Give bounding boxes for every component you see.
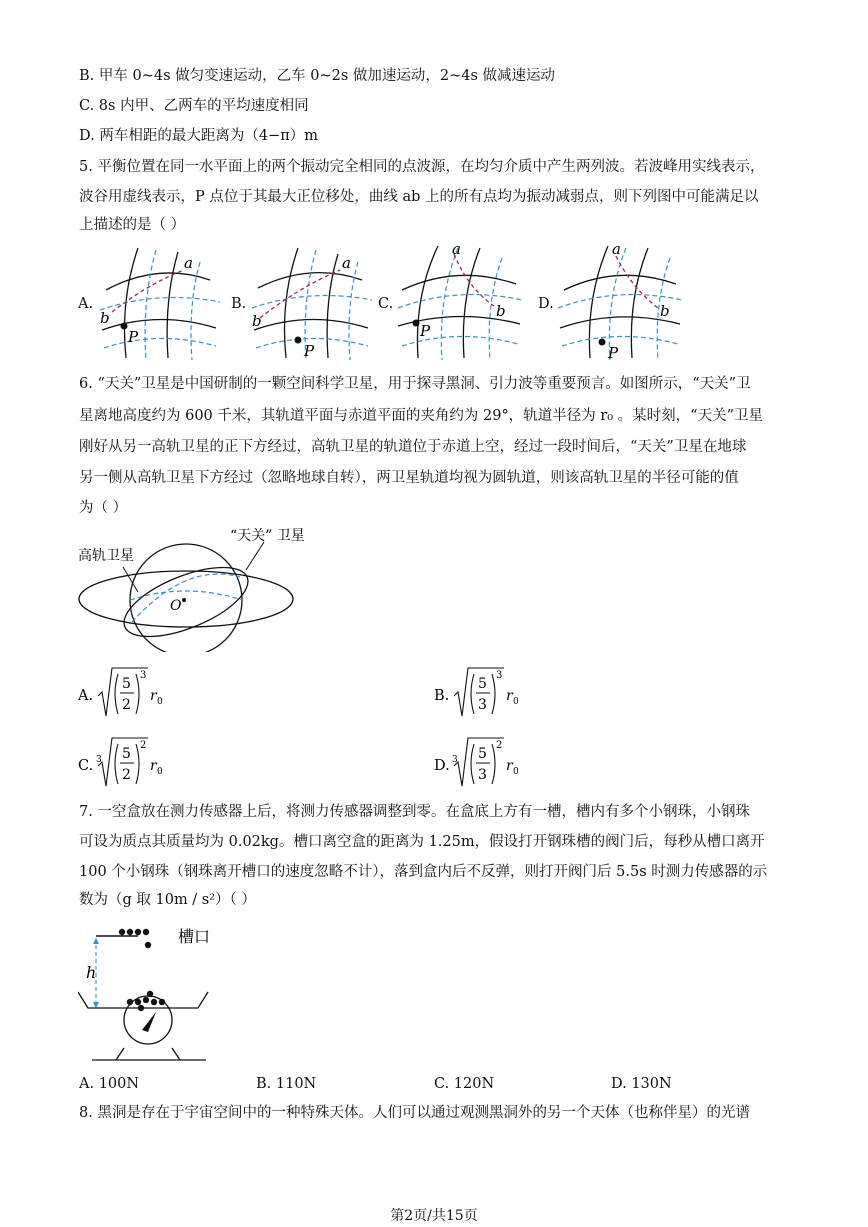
q5-b-label-a: a (342, 254, 351, 272)
q7-option-d: D. 130N (611, 1076, 672, 1092)
q5-a-label-p: P (128, 328, 139, 346)
q7-stem-line4: 数为（g 取 10m / s²）（ ） (79, 892, 256, 908)
svg-text:r: r (150, 688, 157, 704)
q5-d-label-b: b (660, 302, 670, 320)
svg-text:0: 0 (513, 697, 519, 707)
q6-label-o: O (170, 598, 182, 614)
q6-option-d (434, 734, 634, 794)
q6-stem-line1: 6. “天关”卫星是中国研制的一颗空间科学卫星，用于探寻黑洞、引力波等重要预言。如图所示，“天关”卫 (79, 376, 751, 392)
q6-option-b (434, 664, 634, 724)
q6-option-d-label: D. (434, 758, 450, 774)
q6-option-c-label: C. (78, 758, 94, 774)
q7-stem-line3: 100 个小钢珠（钢珠离开槽口的速度忽略不计），落到盒内后不反弹，则打开阀门后 5.5s 时测力传感器的示 (79, 864, 768, 880)
svg-text:3: 3 (478, 697, 487, 713)
svg-text:r: r (506, 688, 513, 704)
q5-option-c-label: C. (378, 296, 394, 312)
q6-stem-line2: 星离地高度约为 600 千米，其轨道平面与赤道平面的夹角约为 29°，轨道半径为 r₀ 。某时刻，“天关”卫星 (79, 408, 763, 424)
svg-text:2: 2 (140, 740, 147, 751)
q7-option-a: A. 100N (79, 1076, 140, 1092)
q5-d-label-a: a (612, 240, 621, 258)
q7-stem-line1: 7. 一空盒放在测力传感器上后，将测力传感器调整到零。在盒底上方有一槽，槽内有多个小钢珠，小钢珠 (79, 804, 750, 820)
q6-label-tianguan: “天关” 卫星 (230, 528, 305, 544)
svg-text:0: 0 (157, 697, 163, 707)
svg-text:3: 3 (452, 755, 458, 765)
q5-option-a-figure (98, 240, 228, 365)
q7-stem-line2: 可设为质点其质量均为 0.02kg。槽口离空盒的距离为 1.25m，假设打开钢珠槽的阀门后，每秒从槽口离开 (79, 834, 765, 850)
q5-stem-line3: 上描述的是（ ） (79, 217, 186, 233)
q5-a-label-a: a (184, 254, 193, 272)
svg-text:2: 2 (122, 697, 131, 713)
q5-c-label-a: a (452, 240, 461, 258)
svg-text:5: 5 (122, 676, 131, 692)
q7-option-b: B. 110N (256, 1076, 317, 1092)
svg-text:3: 3 (478, 767, 487, 783)
q5-b-label-b: b (252, 312, 262, 330)
q7-option-c: C. 120N (434, 1076, 495, 1092)
q7-apparatus-figure (78, 920, 278, 1070)
q5-d-label-p: P (608, 344, 619, 362)
q6-stem-line5: 为（ ） (79, 500, 128, 516)
q5-option-b-label: B. (231, 296, 247, 312)
q5-option-d-figure (558, 240, 688, 365)
q5-b-label-p: P (304, 342, 315, 360)
q5-figures (78, 240, 858, 365)
q5-option-d-label: D. (538, 296, 554, 312)
q6-stem-line3: 刚好从另一高轨卫星的正下方经过，高轨卫星的轨道位于赤道上空，经过一段时间后，“天关”卫星在地球 (79, 439, 747, 455)
q4-option-d: D. 两车相距的最大距离为（4−π）m (79, 128, 318, 144)
q5-c-label-p: P (420, 322, 431, 340)
q5-option-a-label: A. (78, 296, 94, 312)
page-footer: 第2页/共15页 (390, 1208, 478, 1224)
svg-text:r: r (150, 758, 157, 774)
q5-stem-line1: 5. 平衡位置在同一水平面上的两个振动完全相同的点波源，在均匀介质中产生两列波。若波峰用实线表示， (79, 159, 765, 175)
svg-text:0: 0 (157, 767, 163, 777)
q5-option-b-figure (250, 240, 380, 365)
svg-text:0: 0 (513, 767, 519, 777)
svg-text:5: 5 (122, 746, 131, 762)
q5-stem-line2: 波谷用虚线表示，P 点位于其最大正位移处，曲线 ab 上的所有点均为振动减弱点，则下列图中可能满足以 (79, 189, 759, 205)
q7-label-slot: 槽口 (178, 927, 211, 946)
svg-text:2: 2 (496, 740, 503, 751)
q6-option-c (78, 734, 278, 794)
q5-c-label-b: b (496, 302, 506, 320)
svg-text:5: 5 (478, 676, 487, 692)
q6-label-high-orbit: 高轨卫星 (78, 548, 134, 564)
q4-option-c: C. 8s 内甲、乙两车的平均速度相同 (79, 98, 309, 114)
svg-text:3: 3 (96, 755, 102, 765)
svg-text:5: 5 (478, 746, 487, 762)
q6-option-a (78, 664, 278, 724)
q5-option-c-figure (398, 240, 528, 365)
q6-option-b-label: B. (434, 688, 450, 704)
svg-text:2: 2 (122, 767, 131, 783)
q6-option-a-label: A. (78, 688, 94, 704)
q4-option-b: B. 甲车 0~4s 做匀变速运动，乙车 0~2s 做加速运动，2~4s 做减速运动 (79, 68, 556, 84)
q8-stem-line1: 8. 黑洞是存在于宇宙空间中的一种特殊天体。人们可以通过观测黑洞外的另一个天体（也称伴星）的光谱 (79, 1105, 750, 1121)
q6-stem-line4: 另一侧从高轨卫星下方经过（忽略地球自转），两卫星轨道均视为圆轨道，则该高轨卫星的半径可能的值 (79, 470, 739, 486)
svg-text:3: 3 (496, 670, 503, 681)
svg-text:3: 3 (140, 670, 147, 681)
q6-orbit-figure (78, 522, 348, 652)
svg-text:r: r (506, 758, 513, 774)
q7-label-h: h (86, 963, 97, 982)
q5-a-label-b: b (100, 309, 110, 327)
